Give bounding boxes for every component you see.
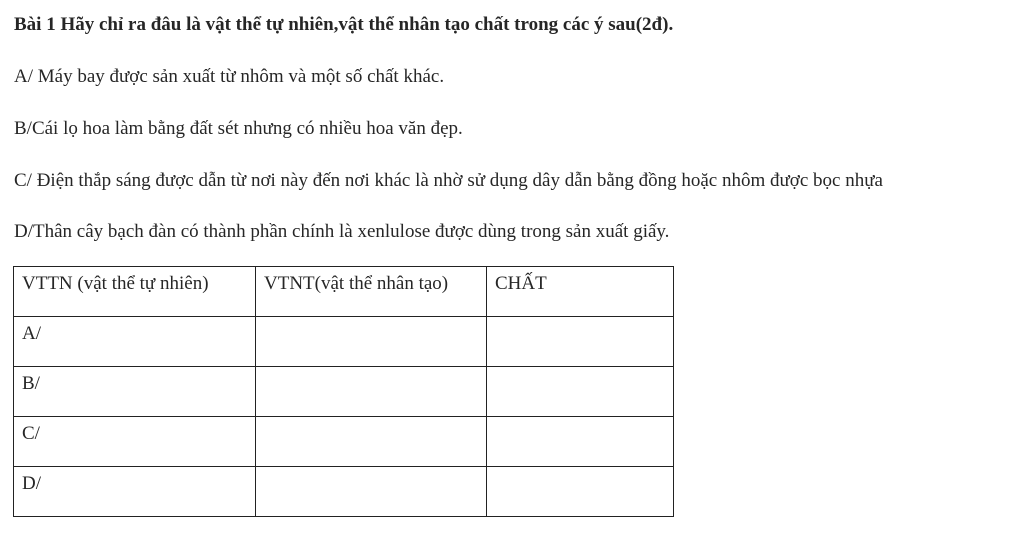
table-row <box>14 367 674 417</box>
statement-d: D/Thân cây bạch đàn có thành phần chính là xenlulose được dùng trong sản xuất giấy. <box>14 221 670 242</box>
table-cell <box>256 317 487 367</box>
table-cell: C/ <box>14 417 256 467</box>
table-cell <box>256 367 487 417</box>
header-natural-objects: VTTN (vật thể tự nhiên) <box>14 267 256 317</box>
table-cell <box>256 467 487 517</box>
table-header-row <box>14 267 674 317</box>
statement-b: B/Cái lọ hoa làm bằng đất sét nhưng có nhiều hoa văn đẹp. <box>14 118 463 139</box>
table-cell <box>487 367 674 417</box>
answer-table <box>13 266 674 517</box>
table-cell: A/ <box>14 317 256 367</box>
table-row <box>14 317 674 367</box>
statement-a: A/ Máy bay được sản xuất từ nhôm và một số chất khác. <box>14 66 445 87</box>
statement-c: C/ Điện thắp sáng được dẫn từ nơi này đến nơi khác là nhờ sử dụng dây dẫn bằng đồng hoặc nhôm được bọc nhựa <box>14 170 883 191</box>
table-row <box>14 467 674 517</box>
header-substance: CHẤT <box>487 267 674 317</box>
header-artificial-objects: VTNT(vật thể nhân tạo) <box>256 267 487 317</box>
table-cell: D/ <box>14 467 256 517</box>
exercise-title: Bài 1 Hãy chỉ ra đâu là vật thể tự nhiên,vật thể nhân tạo chất trong các ý sau(2đ). <box>14 14 674 35</box>
table-row <box>14 417 674 467</box>
table-cell: B/ <box>14 367 256 417</box>
table-cell <box>487 317 674 367</box>
table-cell <box>487 467 674 517</box>
table-cell <box>256 417 487 467</box>
table-cell <box>487 417 674 467</box>
